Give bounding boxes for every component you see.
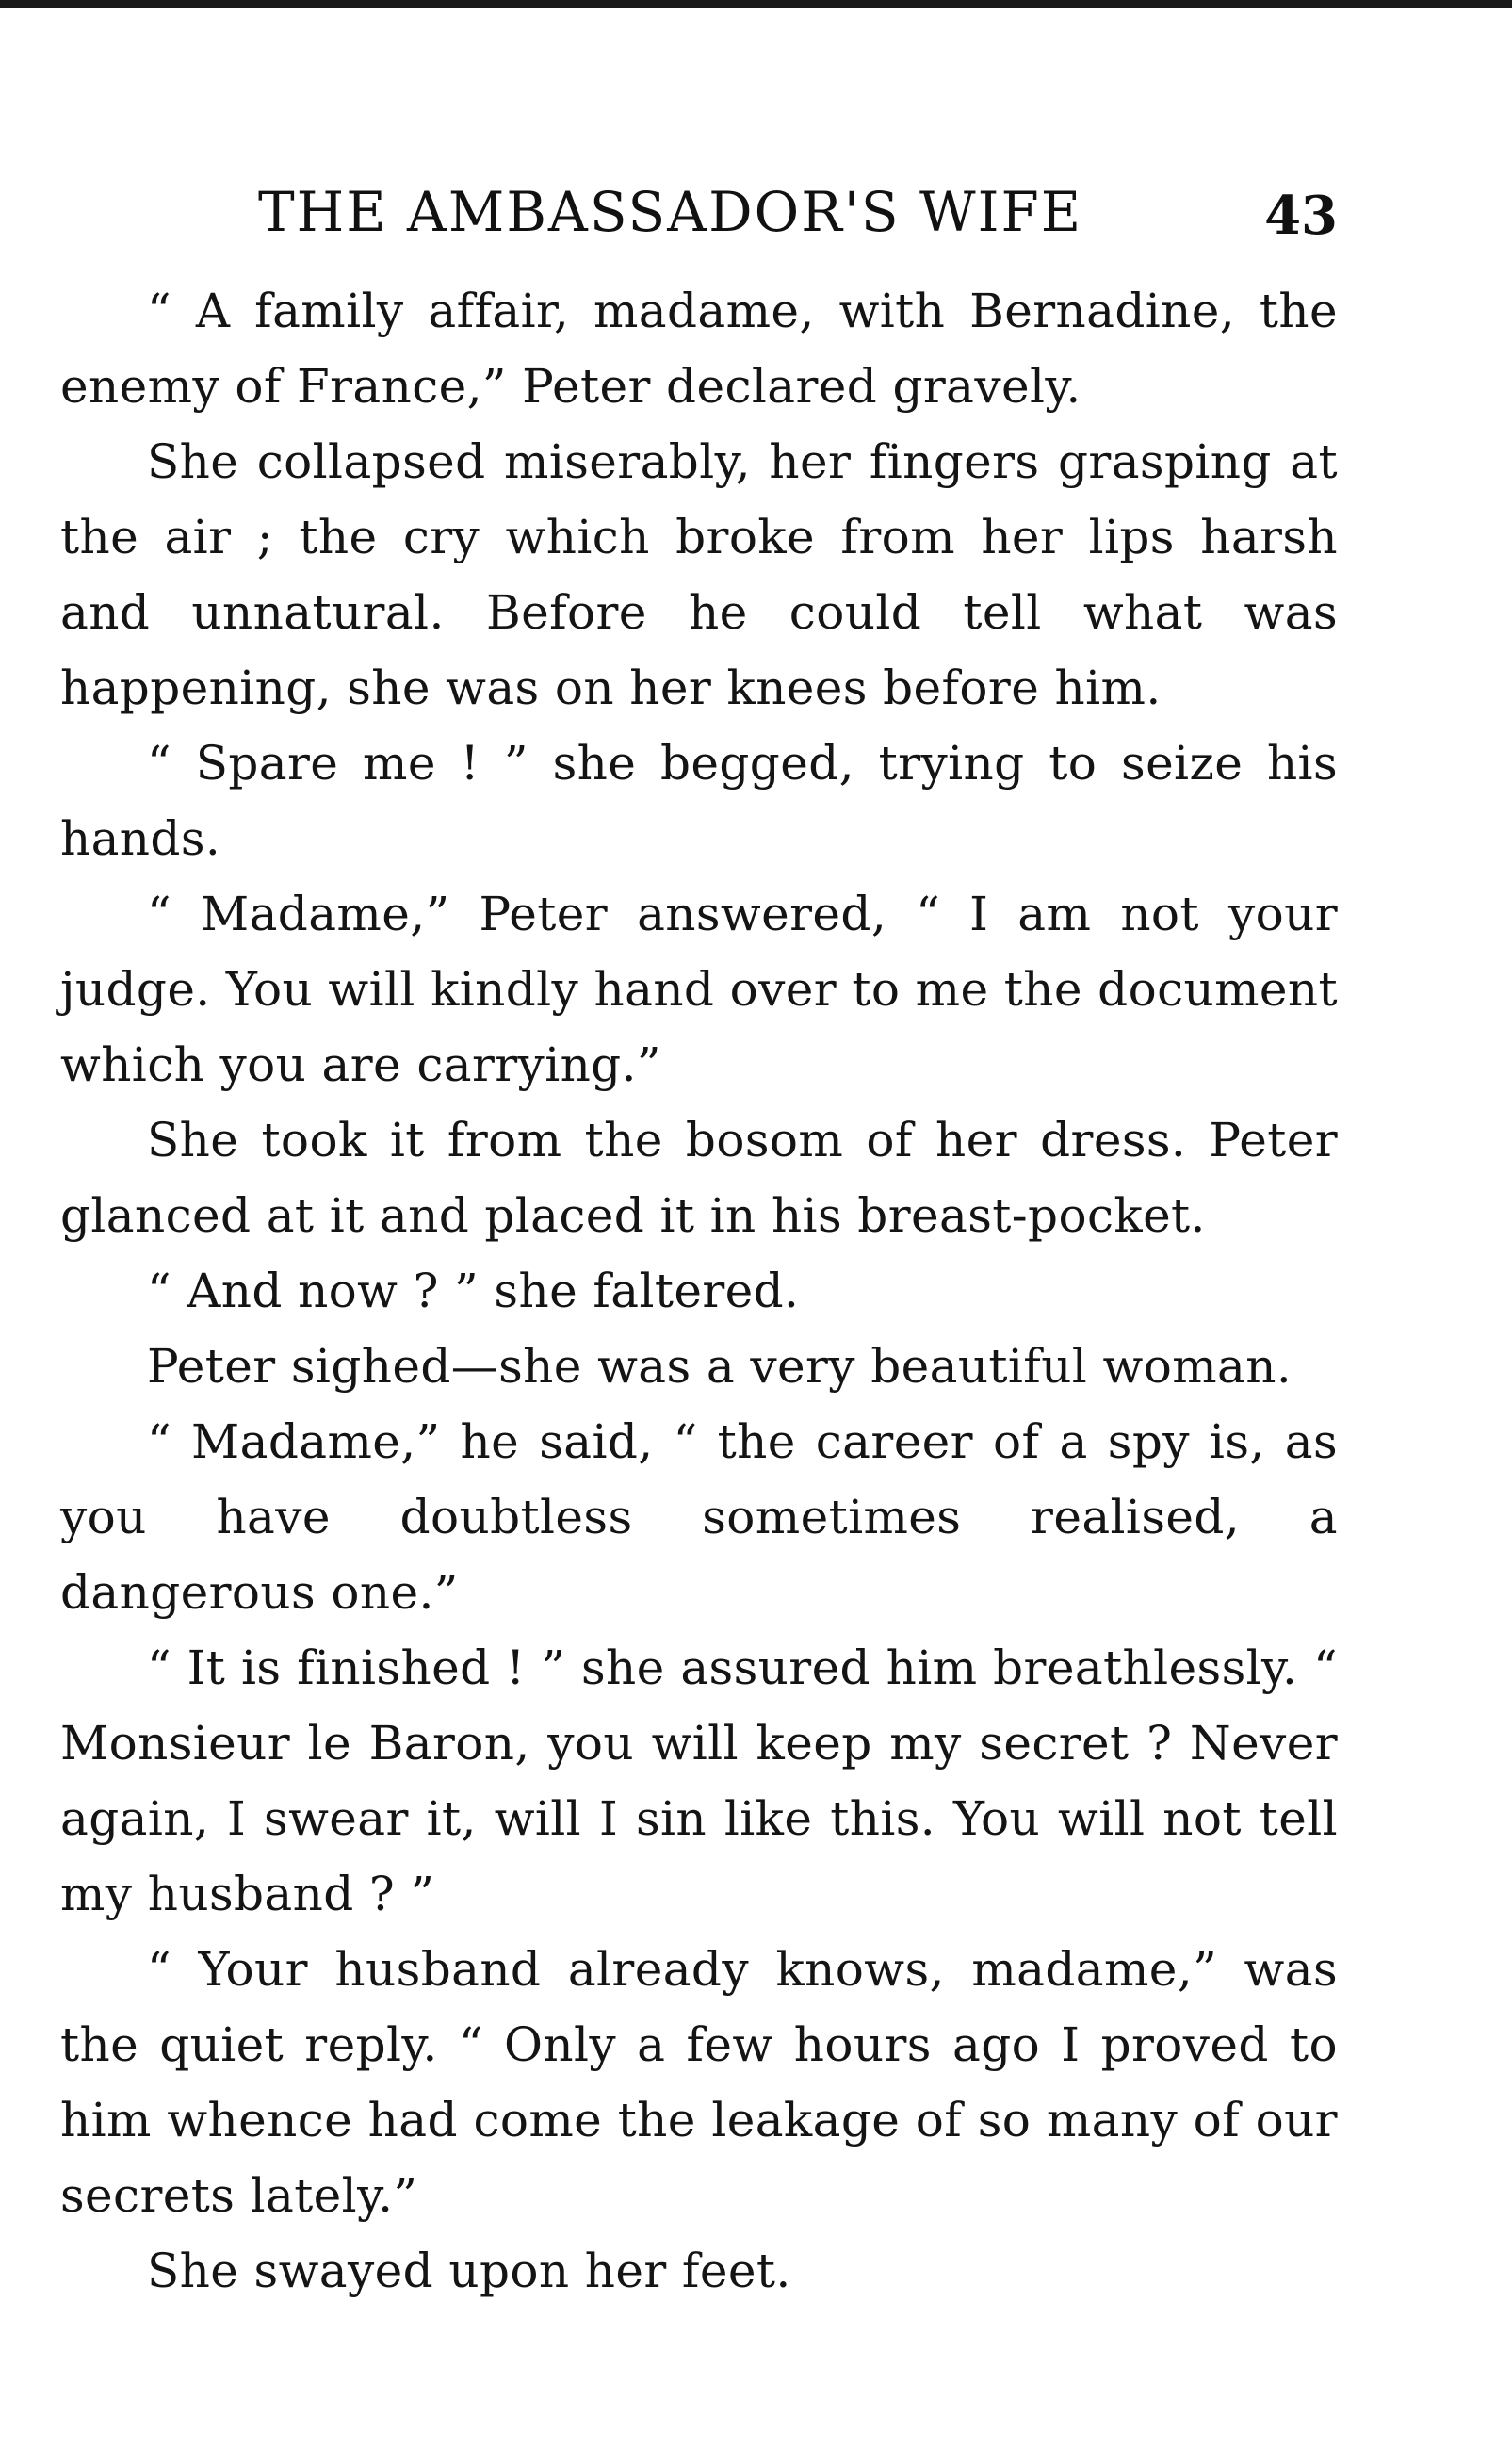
paragraph: “ Spare me ! ” she begged, trying to seize his hands. bbox=[60, 736, 1338, 866]
body-text bbox=[60, 273, 1338, 2309]
running-title: THE AMBASSADOR'S WIFE bbox=[258, 180, 1083, 244]
paragraph: “ Madame,” Peter answered, “ I am not your judge. You will kindly hand over to me the document which you are carrying.” bbox=[60, 887, 1338, 1092]
running-head bbox=[60, 174, 1338, 250]
paragraph: “ Madame,” he said, “ the career of a spy is, as you have doubtless sometimes realised, a dangerous one.” bbox=[60, 1414, 1338, 1620]
paragraph: She collapsed miserably, her fingers grasping at the air ; the cry which broke from her lips harsh and unnatural. Before he could tell what was happening, she was on her knees before him. bbox=[60, 434, 1338, 715]
paragraph: She swayed upon her feet. bbox=[147, 2244, 791, 2298]
paragraph: “ Your husband already knows, madame,” was the quiet reply. “ Only a few hours ago I proved to him whence had come the leakage of so many of our secrets lately.” bbox=[60, 1942, 1338, 2223]
paragraph: “ It is finished ! ” she assured him breathlessly. “ Monsieur le Baron, you will keep my secret ? Never again, I swear it, will I sin like this. You will not tell my husband ? ” bbox=[60, 1641, 1338, 1921]
paragraph: She took it from the bosom of her dress. Peter glanced at it and placed it in his breast-pocket. bbox=[60, 1113, 1338, 1243]
page-number: 43 bbox=[1264, 185, 1338, 247]
top-edge-rule bbox=[0, 0, 1512, 8]
paragraph: “ A family affair, madame, with Bernadine, the enemy of France,” Peter declared gravely. bbox=[60, 284, 1338, 414]
paragraph: Peter sighed—she was a very beautiful woman. bbox=[147, 1339, 1293, 1394]
paragraph: “ And now ? ” she faltered. bbox=[147, 1264, 800, 1318]
